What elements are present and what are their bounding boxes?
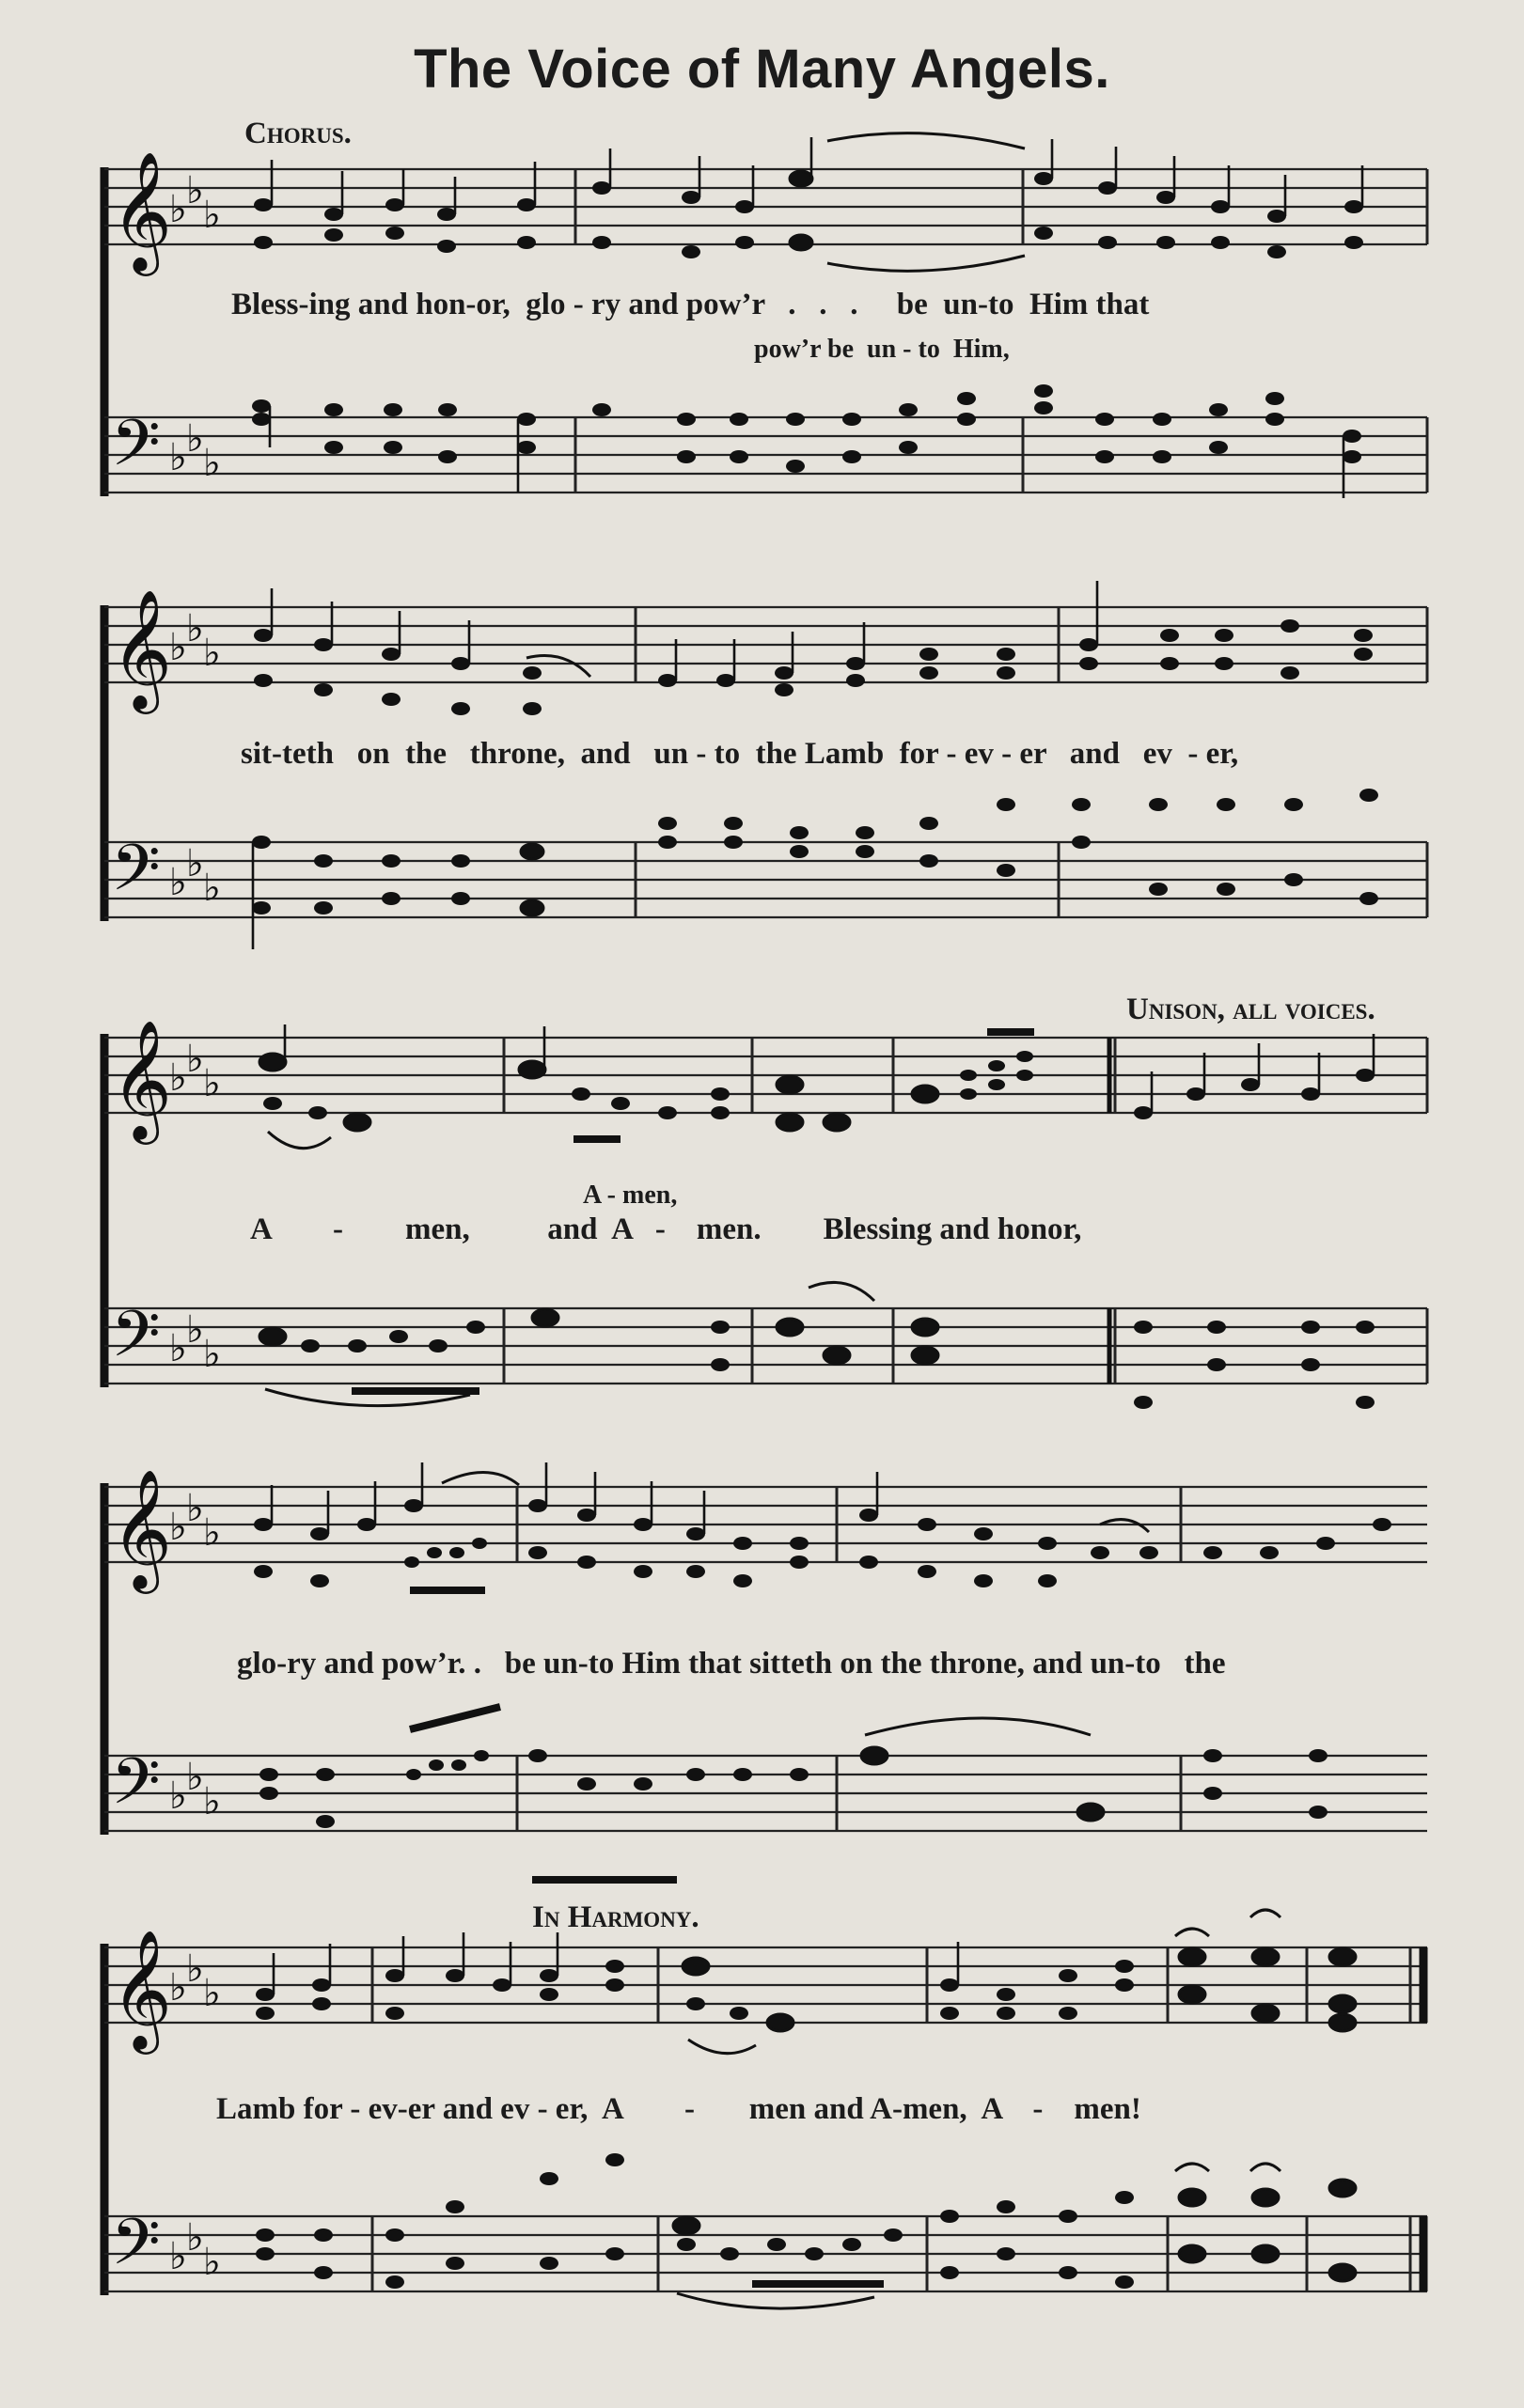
svg-text:♭: ♭ — [186, 1947, 204, 1991]
bass-staff-2 — [104, 842, 1427, 917]
system-4 — [104, 1462, 1427, 1880]
lyric-line-3-alto: A - men, — [583, 1181, 678, 1210]
svg-text:♭: ♭ — [169, 1056, 187, 1100]
svg-text:♭: ♭ — [169, 2235, 187, 2278]
svg-text:♭: ♭ — [186, 1308, 204, 1352]
lyric-line-2: sit-teth on the throne, and un - to the Lamb for - ev - er and ev - er, — [241, 737, 1239, 771]
lyric-line-3: A - men, and A - men. Blessing and honor, — [250, 1212, 1082, 1246]
svg-text:♭: ♭ — [203, 194, 221, 237]
svg-text:♭: ♭ — [169, 1966, 187, 2009]
svg-text:♭: ♭ — [186, 842, 204, 885]
notes-system-2 — [252, 581, 1378, 949]
svg-text:♭: ♭ — [186, 1038, 204, 1081]
chorus-label: Chorus. — [244, 117, 352, 150]
svg-text:♭: ♭ — [169, 861, 187, 904]
treble-staff-3 — [104, 1038, 1427, 1113]
hymn-title: The Voice of Many Angels. — [414, 39, 1110, 100]
svg-text:𝄞: 𝄞 — [111, 1468, 173, 1588]
bass-staff-1 — [104, 417, 1427, 493]
treble-staff-2 — [104, 607, 1427, 682]
treble-staff-4 — [104, 1487, 1427, 1562]
svg-text:♭: ♭ — [169, 626, 187, 669]
svg-text:♭: ♭ — [203, 1972, 221, 2015]
svg-text:𝄢: 𝄢 — [111, 2206, 161, 2295]
svg-text:𝄢: 𝄢 — [111, 1298, 161, 1387]
svg-text:♭: ♭ — [186, 169, 204, 212]
svg-text:♭: ♭ — [169, 436, 187, 479]
svg-text:♭: ♭ — [203, 1780, 221, 1823]
svg-text:♭: ♭ — [203, 867, 221, 910]
svg-text:♭: ♭ — [203, 1062, 221, 1105]
lyric-line-5: Lamb for - ev-er and ev - er, A - men and A-men, A - men! — [216, 2092, 1141, 2126]
system-1 — [104, 133, 1427, 498]
lyric-line-1: Bless-ing and hon-or, glo - ry and pow’r . . . be un-to Him that — [231, 288, 1150, 321]
treble-staff-5 — [104, 1947, 1427, 2023]
system-3 — [104, 1019, 1427, 1409]
svg-text:♭: ♭ — [186, 607, 204, 650]
svg-text:♭: ♭ — [186, 417, 204, 461]
lyric-line-4: glo-ry and pow’r. . be un-to Him that sitteth on the throne, and un-to the — [237, 1647, 1226, 1681]
svg-text:♭: ♭ — [186, 1756, 204, 1799]
svg-text:♭: ♭ — [203, 632, 221, 675]
system-2 — [104, 581, 1427, 949]
svg-text:𝄢: 𝄢 — [111, 832, 161, 921]
svg-text:𝄢: 𝄢 — [111, 1745, 161, 1835]
notes-system-5 — [256, 1910, 1356, 2308]
lyric-line-1-alto: pow’r be un - to Him, — [754, 335, 1010, 364]
bass-staff-4 — [104, 1756, 1427, 1831]
svg-text:♭: ♭ — [203, 2241, 221, 2284]
svg-text:♭: ♭ — [169, 1506, 187, 1549]
svg-text:♭: ♭ — [169, 1775, 187, 1818]
svg-text:♭: ♭ — [203, 1511, 221, 1555]
svg-text:♭: ♭ — [203, 442, 221, 485]
svg-text:♭: ♭ — [169, 188, 187, 231]
svg-text:♭: ♭ — [186, 2216, 204, 2259]
svg-text:𝄞: 𝄞 — [111, 1929, 173, 2049]
svg-text:♭: ♭ — [186, 1487, 204, 1530]
svg-text:𝄞: 𝄞 — [111, 588, 173, 709]
svg-text:𝄞: 𝄞 — [111, 150, 173, 271]
unison-label: Unison, all voices. — [1126, 993, 1375, 1026]
svg-text:𝄞: 𝄞 — [111, 1019, 173, 1139]
harmony-label: In Harmony. — [532, 1900, 699, 1934]
svg-text:♭: ♭ — [169, 1327, 187, 1370]
svg-text:𝄢: 𝄢 — [111, 407, 161, 496]
svg-text:♭: ♭ — [203, 1333, 221, 1376]
system-5 — [104, 1910, 1427, 2308]
notes-system-3 — [259, 1024, 1375, 1409]
